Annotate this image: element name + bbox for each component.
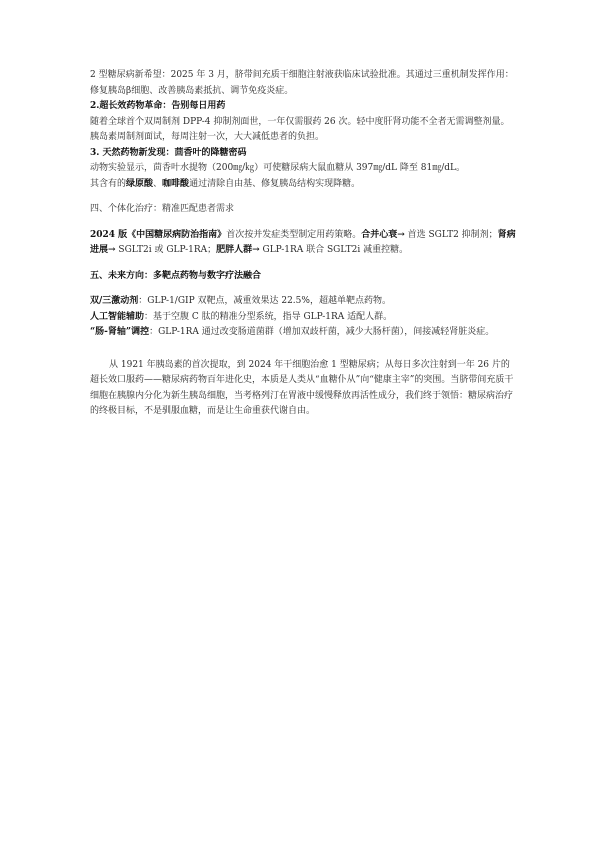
section5-heading: 五、未来方向：多靶点药物与数字疗法融合	[90, 270, 262, 281]
section4-text-1: 首次按并发症类型制定用药策略。	[226, 229, 362, 240]
gut-kidney-term: “肠-肾轴”调控	[90, 327, 150, 337]
section5-line-2-text: ：基于空腹 C 肽的精准分型系统，指导 GLP-1RA 适配人群。	[144, 311, 393, 322]
section4-text-2: 首选 SGLT2 抑制剂；	[404, 229, 498, 240]
agonist-term: 双/三激动剂	[90, 296, 139, 306]
heart-failure-term: 合并心衰→	[361, 229, 405, 240]
ai-assist-term: 人工智能辅助	[90, 311, 145, 322]
section4-heading: 四、个体化治疗：精准匹配患者需求	[90, 204, 235, 214]
item3-text-2	[90, 177, 518, 193]
section5-line-3	[90, 325, 518, 341]
item2-text-2: 胰岛素周制剂面试，每周注射一次，大大减低患者的负担。	[90, 132, 325, 142]
guideline-title: 2024 版《中国糖尿病防治指南》	[90, 229, 227, 240]
section5-line-1	[90, 294, 518, 310]
chlorogenic-acid-term: 绿原酸	[126, 178, 154, 189]
item3-text-1: 动物实验显示，茴香叶水提物（200㎎/㎏）可使糖尿病大鼠血糖从 397㎎/dL 降至 81㎎/dL。	[90, 163, 465, 173]
item2-title: 2.超长效药物革命：告别每日用药	[90, 101, 226, 111]
kidney-disease-term: 肾病进展→	[90, 229, 516, 255]
item3-text-2-mid: 、	[153, 178, 163, 189]
obesity-term: 肥胖人群→	[216, 245, 260, 255]
document-page	[90, 68, 518, 420]
section4-paragraph	[90, 228, 518, 259]
item3-text-2-pre: 其含有的	[90, 178, 127, 189]
item2-text-1: 随着全球首个双周制剂 DPP-4 抑制剂面世，一年仅需服药 26 次。轻中度肝肾功能不全者无需调整剂量。	[90, 116, 510, 127]
conclusion-paragraph: 从 1921 年胰岛素的首次提取，到 2024 年干细胞治愈 1 型糖尿病；从每日多次注射到一年 26 片的超长效口服药——糖尿病药物百年进化史，本质是人类从“血糖仆从”向“健康主宰”的突围。当脐带间充质干细胞在胰腺内分化为新生胰岛细胞，当考格列汀在胃液中缓慢释放再活性成分，我们终于领悟：糖尿病治疗的终极目标，不是驯服血糖，而是让生命重获代谢自由。	[90, 359, 514, 416]
section5-line-1-text: ：GLP-1/GIP 双靶点，减重效果达 22.5%，超越单靶点药物。	[138, 296, 391, 306]
section4-text-4: GLP-1RA 联合 SGLT2i 减重控糖。	[259, 245, 409, 255]
item3-title: 3. 天然药物新发现：茴香叶的降糖密码	[90, 147, 247, 158]
section5-line-3-text: ：GLP-1RA 通过改变肠道菌群（增加双歧杆菌，减少大肠杆菌），间接减轻肾脏炎症。	[149, 327, 495, 337]
caffeic-acid-term: 咖啡酸	[162, 178, 190, 189]
item3-text-2-post: 通过清除自由基、修复胰岛结构实现降糖。	[189, 178, 361, 189]
section5-line-2	[90, 310, 518, 326]
section4-text-3: SGLT2i 或 GLP-1RA；	[115, 245, 217, 255]
stem-cell-paragraph: 2 型糖尿病新希望：2025 年 3 月，脐带间充质干细胞注射液获临床试验批准。其通过三重机制发挥作用：修复胰岛β细胞、改善胰岛素抵抗、调节免疫炎症。	[90, 70, 514, 96]
